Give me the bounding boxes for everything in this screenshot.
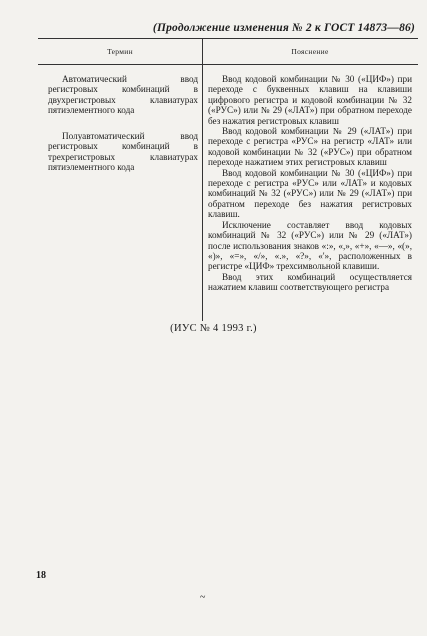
term-automatic-input: Автоматический ввод регистровых комбинаций в двухрегистровых клавиатурах пятиэлементного кода <box>48 74 198 115</box>
term-semiautomatic-input: Полуавтоматический ввод регистровых комбинаций в трехрегистровых клавиатурах пятиэлементного кода <box>48 131 198 172</box>
explanation-column <box>208 74 412 293</box>
column-header-term: Термин <box>107 47 133 56</box>
explanation-paragraph: Ввод кодовой комбинации № 30 («ЦИФ») при переходе с буквенных клавиш на клавиши цифрового регистра и кодовой комбинации № 32 («РУС») или № 29 («ЛАТ») при обратном переходе без нажатия регистровых клавиш <box>208 74 412 126</box>
explanation-paragraph: Ввод кодовой комбинации № 30 («ЦИФ») при переходе с регистра «РУС» или «ЛАТ» и кодовых комбинаций № 32 («РУС») или № 29 («ЛАТ») при обратном переходе без нажатия регистровых клавиш. <box>208 167 412 220</box>
column-header-explanation: Пояснение <box>291 47 329 56</box>
explanation-paragraph: Ввод этих комбинаций осуществляется нажатием клавиш соответствующего регистра <box>208 271 412 293</box>
table-header-row <box>38 39 418 65</box>
column-divider <box>202 39 203 321</box>
terms-table <box>38 38 418 321</box>
footer-mark: ~ <box>200 592 206 603</box>
page-header: (Продолжение изменения № 2 к ГОСТ 14873—86) <box>152 22 415 34</box>
explanation-paragraph: Исключение составляет ввод кодовых комбинаций № 32 («РУС») или № 29 («ЛАТ») после использования знаков «:», «,», «+», «—», «(», «)», «=», «/», «.», «?», «'», расположенных в регистре «ЦИФ» трехсимвольной клавиши. <box>208 219 412 272</box>
explanation-paragraph: Ввод кодовой комбинации № 29 («ЛАТ») при переходе с регистра «РУС» на регистр «ЛАТ» или кодовой комбинации № 32 («РУС») при обратном переходе нажатием этих регистровых клавиш <box>208 126 412 168</box>
ius-reference: (ИУС № 4 1993 г.) <box>170 323 257 334</box>
page-number: 18 <box>36 570 46 581</box>
